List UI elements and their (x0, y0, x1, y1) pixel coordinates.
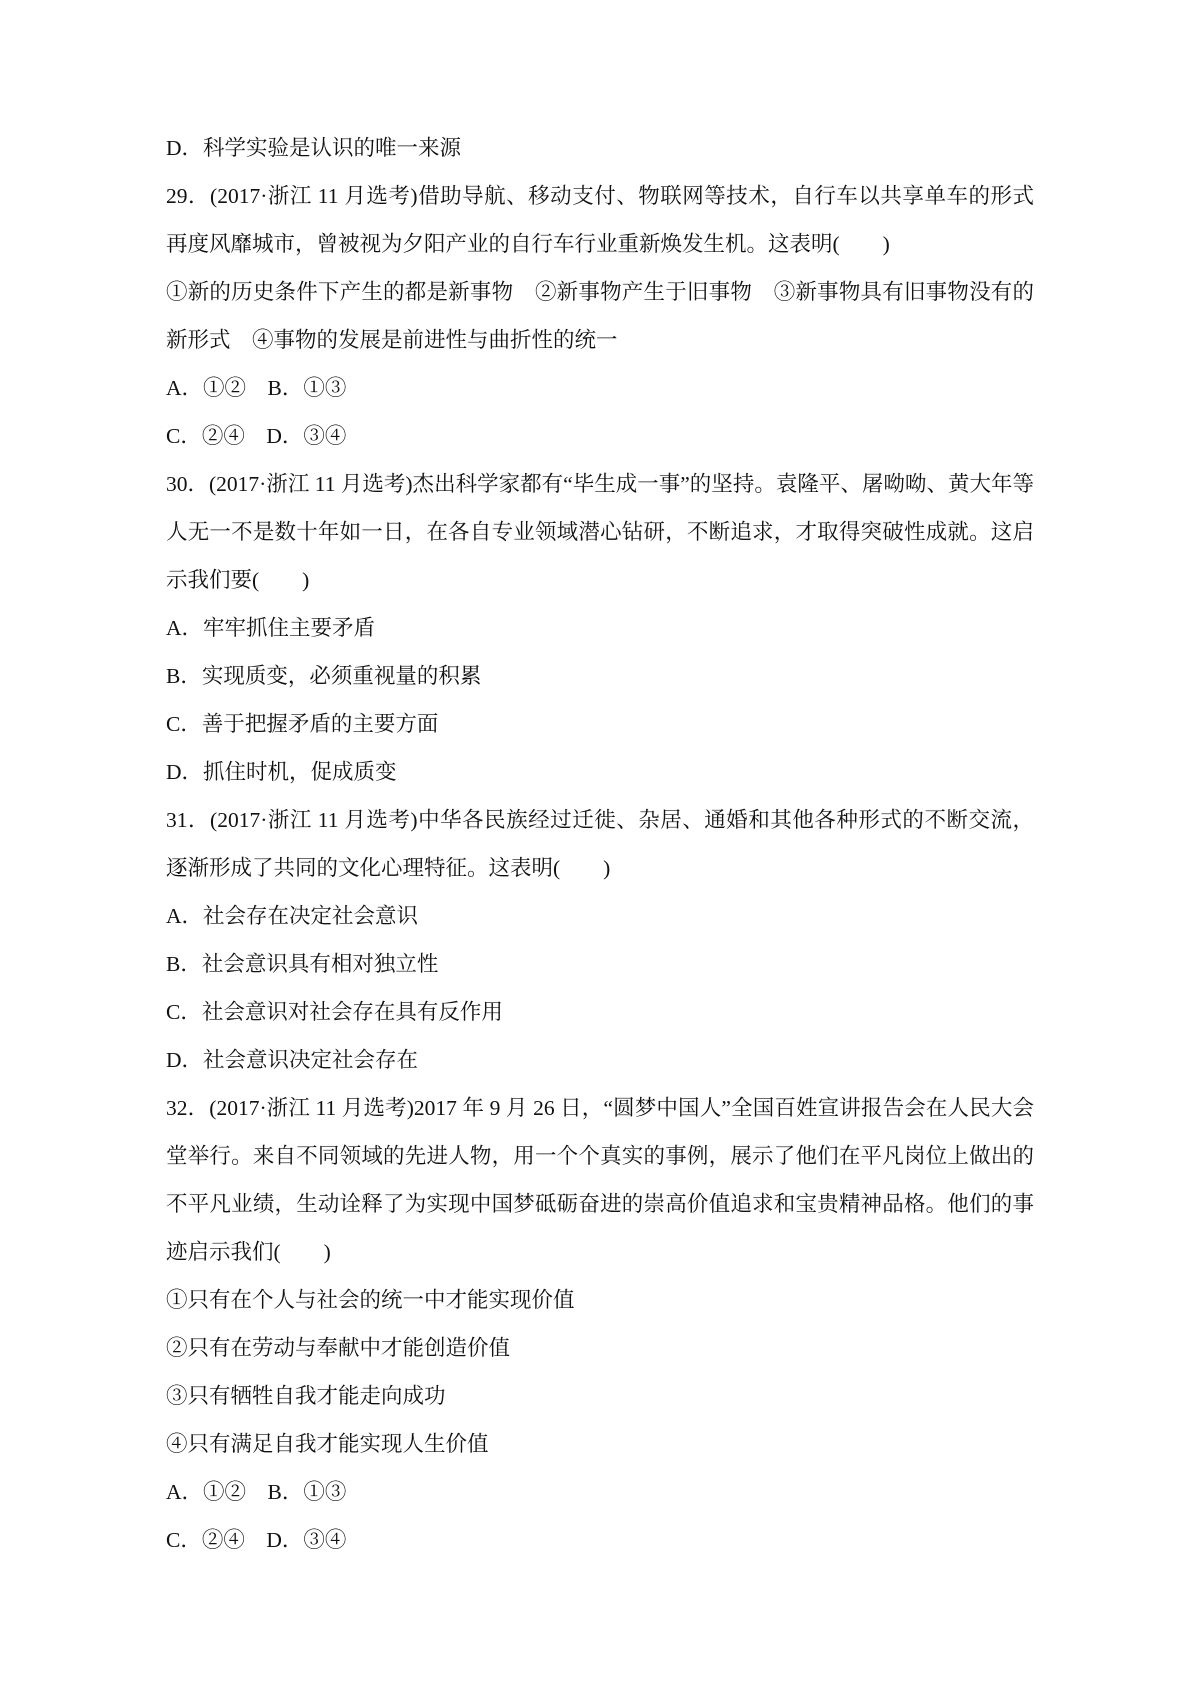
question-31-option-c: C．社会意识对社会存在具有反作用 (166, 1000, 503, 1024)
question-29-items: ①新的历史条件下产生的都是新事物 ②新事物产生于旧事物 ③新事物具有旧事物没有的新形式 ④事物的发展是前进性与曲折性的统一 (166, 280, 1034, 352)
question-30-option-a: A．牢牢抓住主要矛盾 (166, 616, 376, 640)
question-30-option-c: C．善于把握矛盾的主要方面 (166, 712, 439, 736)
question-29-stem: 29．(2017·浙江 11 月选考)借助导航、移动支付、物联网等技术，自行车以共享单车的形式再度风靡城市，曾被视为夕阳产业的自行车行业重新焕发生机。这表明( ) (166, 184, 1034, 256)
question-31-stem: 31．(2017·浙江 11 月选考)中华各民族经过迁徙、杂居、通婚和其他各种形式的不断交流，逐渐形成了共同的文化心理特征。这表明( ) (166, 808, 1034, 880)
question-32-options-row-2: C．②④ D．③④ (166, 1528, 347, 1552)
question-32-item-1: ①只有在个人与社会的统一中才能实现价值 (166, 1288, 575, 1312)
question-31-option-b: B．社会意识具有相对独立性 (166, 952, 439, 976)
question-28-option-d: D．科学实验是认识的唯一来源 (166, 136, 462, 160)
question-30-stem: 30．(2017·浙江 11 月选考)杰出科学家都有“毕生成一事”的坚持。袁隆平、屠呦呦、黄大年等人无一不是数十年如一日，在各自专业领域潜心钻研，不断追求，才取得突破性成就。这启示我们要( ) (166, 472, 1034, 592)
question-30-option-b: B．实现质变，必须重视量的积累 (166, 664, 482, 688)
question-29-options-row-2: C．②④ D．③④ (166, 424, 347, 448)
question-31-option-d: D．社会意识决定社会存在 (166, 1048, 419, 1072)
question-32-item-2: ②只有在劳动与奉献中才能创造价值 (166, 1336, 511, 1360)
question-31-option-a: A．社会存在决定社会意识 (166, 904, 419, 928)
question-32-item-4: ④只有满足自我才能实现人生价值 (166, 1432, 489, 1456)
question-29-options-row-1: A．①② B．①③ (166, 376, 347, 400)
question-32-item-3: ③只有牺牲自我才能走向成功 (166, 1384, 446, 1408)
question-32-options-row-1: A．①② B．①③ (166, 1480, 347, 1504)
question-32-stem: 32．(2017·浙江 11 月选考)2017 年 9 月 26 日，“圆梦中国人”全国百姓宣讲报告会在人民大会堂举行。来自不同领域的先进人物，用一个个真实的事例，展示了他们在平凡岗位上做出的不平凡业绩，生动诠释了为实现中国梦砥砺奋进的崇高价值追求和宝贵精神品格。他们的事迹启示我们( ) (166, 1096, 1034, 1264)
question-30-option-d: D．抓住时机，促成质变 (166, 760, 397, 784)
